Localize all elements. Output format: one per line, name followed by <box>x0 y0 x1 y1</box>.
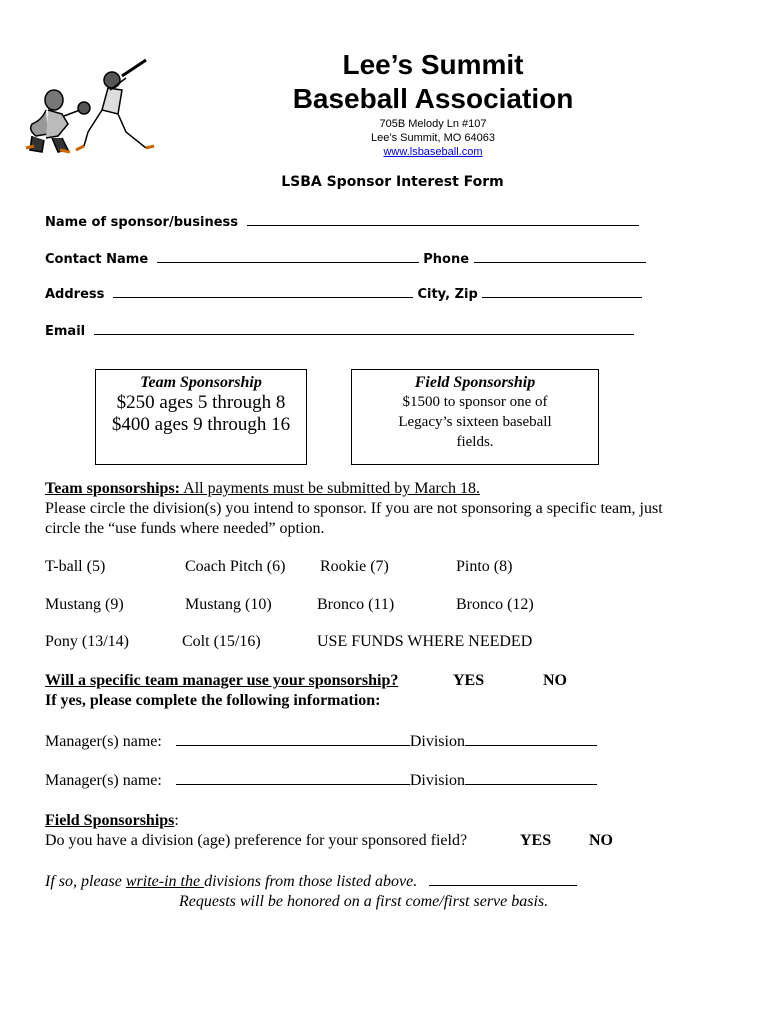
form-title: LSBA Sponsor Interest Form <box>281 174 504 190</box>
address-line2: Lee’s Summit, MO 64063 <box>371 132 495 144</box>
email-label: Email <box>45 324 86 339</box>
manager-label: Manager(s) name: <box>45 772 162 789</box>
manager-question: Will a specific team manager use your sponsorship? <box>45 672 399 689</box>
division-option[interactable]: Mustang (9) <box>45 596 124 613</box>
field-section-heading-line <box>45 812 179 830</box>
team-box-heading: Team Sponsorship <box>140 374 262 391</box>
team-box-line2: $400 ages 9 through 16 <box>111 414 291 435</box>
address-line1: 705B Melody Ln #107 <box>379 118 487 130</box>
cityzip-input-line[interactable] <box>482 296 642 298</box>
phone-label: Phone <box>423 252 470 267</box>
name-label: Name of sponsor/business <box>45 215 239 230</box>
division-writein-line[interactable] <box>429 884 577 886</box>
division-line[interactable] <box>465 783 597 785</box>
field-note-line2: Requests will be honored on a first come/first serve basis. <box>179 893 549 910</box>
division-option[interactable]: Mustang (10) <box>185 596 272 613</box>
team-section-heading: Team sponsorships: <box>45 480 181 497</box>
field-no[interactable]: NO <box>589 832 613 849</box>
title-line1: Lee’s Summit <box>342 49 524 80</box>
field-box-line2: Legacy’s sixteen baseball <box>398 414 552 430</box>
field-section-colon: : <box>174 812 179 829</box>
contact-row <box>45 252 646 267</box>
field-box-line1: $1500 to sponsor one of <box>402 394 548 410</box>
field-note-post: divisions from those listed above. <box>204 873 418 890</box>
division-label: Division <box>409 733 465 750</box>
field-section-heading: Field Sponsorships <box>45 812 175 829</box>
field-sponsorship-box <box>351 369 599 465</box>
division-label: Division <box>409 772 465 789</box>
title-line2: Baseball Association <box>292 83 574 114</box>
contact-label: Contact Name <box>45 252 149 267</box>
team-section-line3: circle the “use funds where needed” option. <box>45 520 325 537</box>
manager-name-line[interactable] <box>176 744 410 746</box>
division-option[interactable]: Coach Pitch (6) <box>185 558 286 575</box>
address-label: Address <box>45 287 105 302</box>
division-option[interactable]: Rookie (7) <box>320 558 389 575</box>
field-yes[interactable]: YES <box>520 832 552 849</box>
field-box-heading: Field Sponsorship <box>414 374 536 391</box>
use-funds-option[interactable]: USE FUNDS WHERE NEEDED <box>317 633 533 650</box>
division-option[interactable]: Bronco (11) <box>317 596 395 613</box>
manager-no[interactable]: NO <box>543 672 567 689</box>
manager-yes[interactable]: YES <box>453 672 485 689</box>
name-row <box>45 215 639 230</box>
team-sponsorship-box <box>95 369 307 465</box>
division-option[interactable]: Pony (13/14) <box>45 633 129 650</box>
contact-input-line[interactable] <box>157 261 419 263</box>
team-section-line2: Please circle the division(s) you intend to sponsor. If you are not sponsoring a specific team, just <box>45 500 663 517</box>
manager-row-2 <box>45 772 597 790</box>
phone-input-line[interactable] <box>474 261 646 263</box>
website-link[interactable]: www.lsbaseball.com <box>383 146 483 158</box>
lsba-logo-players <box>22 58 162 158</box>
manager-label: Manager(s) name: <box>45 733 162 750</box>
field-note-underlined: write-in the <box>125 873 205 890</box>
team-box-line1: $250 ages 5 through 8 <box>116 392 286 413</box>
email-row <box>45 324 634 339</box>
field-question: Do you have a division (age) preference for your sponsored field? <box>45 832 468 849</box>
division-line[interactable] <box>465 744 597 746</box>
division-option[interactable]: T-ball (5) <box>45 558 106 575</box>
team-section-heading-line <box>45 480 480 498</box>
email-input-line[interactable] <box>94 333 634 335</box>
name-input-line[interactable] <box>247 224 639 226</box>
cityzip-label: City, Zip <box>417 287 478 302</box>
address-row <box>45 287 642 302</box>
manager-row-1 <box>45 733 597 751</box>
manager-instruction: If yes, please complete the following information: <box>45 692 381 709</box>
manager-name-line[interactable] <box>176 783 410 785</box>
division-option[interactable]: Colt (15/16) <box>182 633 261 650</box>
address-input-line[interactable] <box>113 296 413 298</box>
division-option[interactable]: Pinto (8) <box>456 558 513 575</box>
division-option[interactable]: Bronco (12) <box>456 596 534 613</box>
field-note-pre: If so, please <box>45 873 126 890</box>
field-box-line3: fields. <box>456 434 494 450</box>
field-note-line1 <box>45 873 577 891</box>
team-section-deadline: All payments must be submitted by March 18. <box>180 480 480 497</box>
